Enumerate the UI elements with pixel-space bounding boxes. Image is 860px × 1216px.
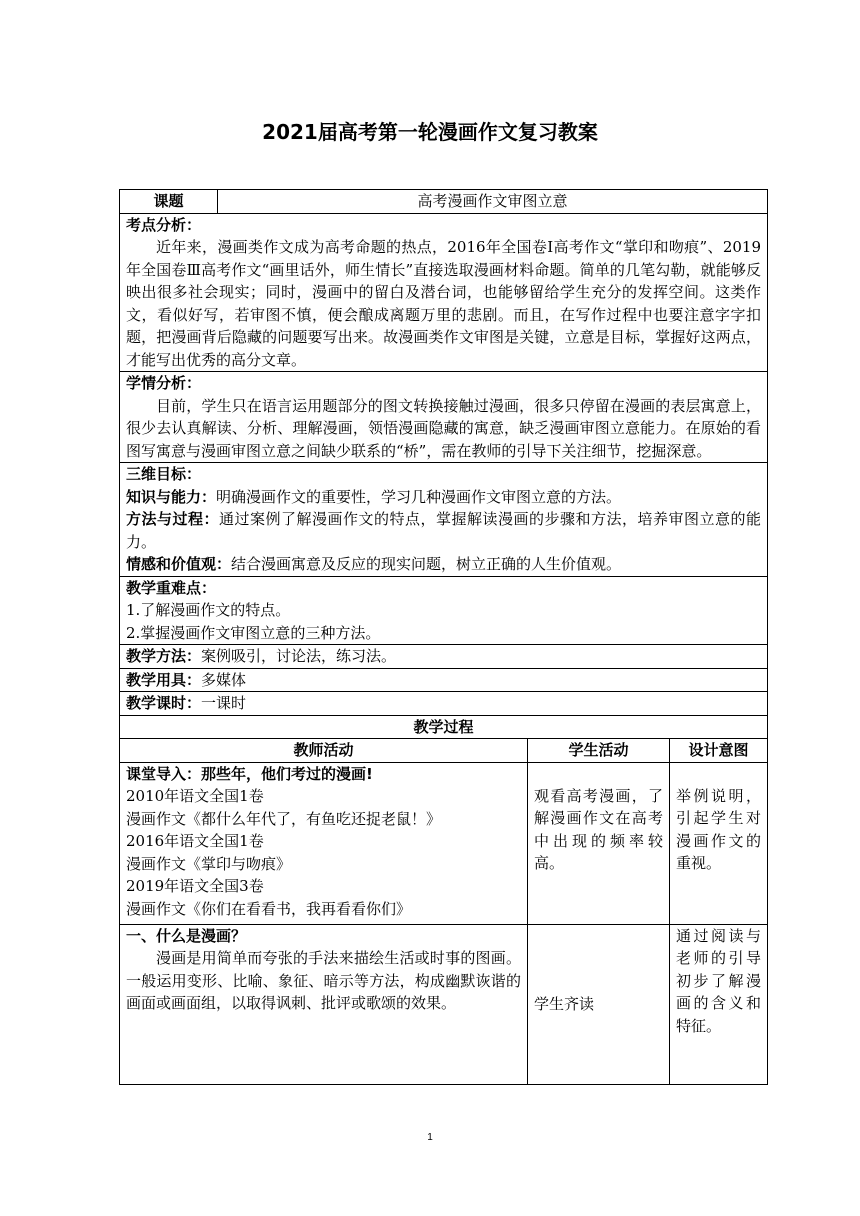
process-row-what-is-comic	[120, 924, 768, 1084]
teaching-tools-value: 多媒体	[201, 670, 247, 689]
topic-label: 课题	[120, 190, 218, 214]
teaching-method-value: 案例吸引，讨论法，练习法。	[201, 647, 397, 665]
comic-teacher-cell	[120, 924, 528, 1084]
topic-row	[120, 190, 768, 214]
key-points-cell	[120, 576, 768, 645]
key-point-item: 2.掌握漫画作文审图立意的三种方法。	[126, 623, 381, 642]
col-student-header: 学生活动	[528, 739, 670, 763]
process-columns-row	[120, 739, 768, 763]
student-analysis-text: 目前，学生只在语言运用题部分的图文转换接触过漫画，很多只停留在漫画的表层寓意上，很少去认真解读、分析、理解漫画，领悟漫画隐藏的寓意，缺乏漫画审图立意能力。在原始的看图写寓意与漫画审图立意之间缺少联系的“桥”，需在教师的引导下关注细节，挖掘深意。	[126, 396, 762, 460]
goal-knowledge	[126, 486, 761, 509]
teaching-tools-row	[120, 668, 768, 692]
intro-line: 漫画作文《掌印与吻痕》	[126, 854, 292, 873]
lesson-plan-table	[119, 189, 768, 1085]
topic-value: 高考漫画作文审图立意	[218, 190, 768, 214]
class-hours-value: 一课时	[201, 694, 247, 712]
exam-analysis-text: 近年来，漫画类作文成为高考命题的热点，2016年全国卷Ⅰ高考作文“掌印和吻痕”、2019年全国卷Ⅲ高考作文“画里话外，师生情长”直接选取漫画材料命题。简单的几笔勾勒，就能够反映出很多社会现实；同时，漫画中的留白及潜台词，也能够留给学生充分的发挥空间。这类作文，看似好写，若审图不慎，便会酿成离题万里的悲剧。而且，在写作过程中也要注意字字扣题，把漫画背后隐藏的问题要写出来。故漫画类作文审图是关键，立意是目标，掌握好这两点，才能写出优秀的高分文章。	[126, 238, 762, 369]
page-number: 1	[427, 1132, 433, 1143]
goal-knowledge-label: 知识与能力：	[126, 487, 217, 506]
exam-analysis-row	[120, 213, 768, 372]
goal-knowledge-text: 明确漫画作文的重要性，学习几种漫画作文审图立意的方法。	[216, 487, 622, 506]
teaching-method-label: 教学方法：	[126, 647, 202, 665]
process-heading-row	[120, 715, 768, 739]
col-intent-header: 设计意图	[670, 739, 768, 763]
intro-line: 漫画作文《你们在看看书，我再看看你们》	[126, 899, 412, 918]
process-row-intro	[120, 762, 768, 924]
intro-intent-cell: 举例说明，引起学生对漫画作文的重视。	[670, 762, 768, 924]
intro-heading: 课堂导入：那些年，他们考过的漫画!	[126, 764, 373, 783]
goal-method	[126, 508, 761, 553]
intro-student-cell: 观看高考漫画，了解漫画作文在高考中出现的频率较高。	[528, 762, 670, 924]
teaching-method-cell	[120, 645, 768, 669]
teaching-tools-cell	[120, 668, 768, 692]
exam-analysis-cell	[120, 213, 768, 372]
student-analysis-heading: 学情分析：	[126, 374, 202, 392]
col-teacher-header: 教师活动	[120, 739, 528, 763]
goal-emotion-label: 情感和价值观：	[126, 555, 232, 573]
intro-line: 漫画作文《都什么年代了，有鱼吃还捉老鼠！》	[126, 809, 442, 828]
intro-line: 2016年语文全国1卷	[126, 832, 264, 850]
teaching-tools-label: 教学用具：	[126, 670, 202, 689]
goal-emotion-text: 结合漫画寓意及反应的现实问题，树立正确的人生价值观。	[231, 555, 622, 573]
goals-row	[120, 463, 768, 577]
comic-intent-cell: 通过阅读与老师的引导初步了解漫画的含义和特征。	[670, 924, 768, 1084]
intro-teacher-cell	[120, 762, 528, 924]
comic-text: 漫画是用简单而夸张的手法来描绘生活或时事的图画。一般运用变形、比喻、象征、暗示等方法，构成幽默诙谐的画面或画面组，以取得讽刺、批评或歌颂的效果。	[126, 949, 521, 1012]
comic-student-cell: 学生齐读	[528, 924, 670, 1084]
process-heading: 教学过程	[120, 715, 768, 739]
key-points-row	[120, 576, 768, 645]
comic-heading: 一、什么是漫画？	[126, 926, 247, 945]
student-analysis-row	[120, 372, 768, 463]
class-hours-row	[120, 692, 768, 716]
goals-cell	[120, 463, 768, 577]
key-point-item: 1.了解漫画作文的特点。	[126, 601, 291, 619]
goals-heading: 三维目标：	[126, 465, 202, 483]
goal-emotion	[126, 553, 761, 576]
class-hours-cell	[120, 692, 768, 716]
class-hours-label: 教学课时：	[126, 694, 202, 712]
teaching-method-row	[120, 645, 768, 669]
goal-method-label: 方法与过程：	[126, 510, 220, 528]
exam-analysis-heading: 考点分析：	[126, 215, 202, 234]
goal-method-text: 通过案例了解漫画作文的特点，掌握解读漫画的步骤和方法，培养审图立意的能力。	[126, 510, 762, 551]
document-title: 2021届高考第一轮漫画作文复习教案	[262, 120, 598, 144]
student-analysis-cell	[120, 372, 768, 463]
intro-line: 2010年语文全国1卷	[126, 787, 264, 805]
key-points-heading: 教学重难点：	[126, 578, 217, 597]
intro-line: 2019年语文全国3卷	[126, 877, 264, 895]
